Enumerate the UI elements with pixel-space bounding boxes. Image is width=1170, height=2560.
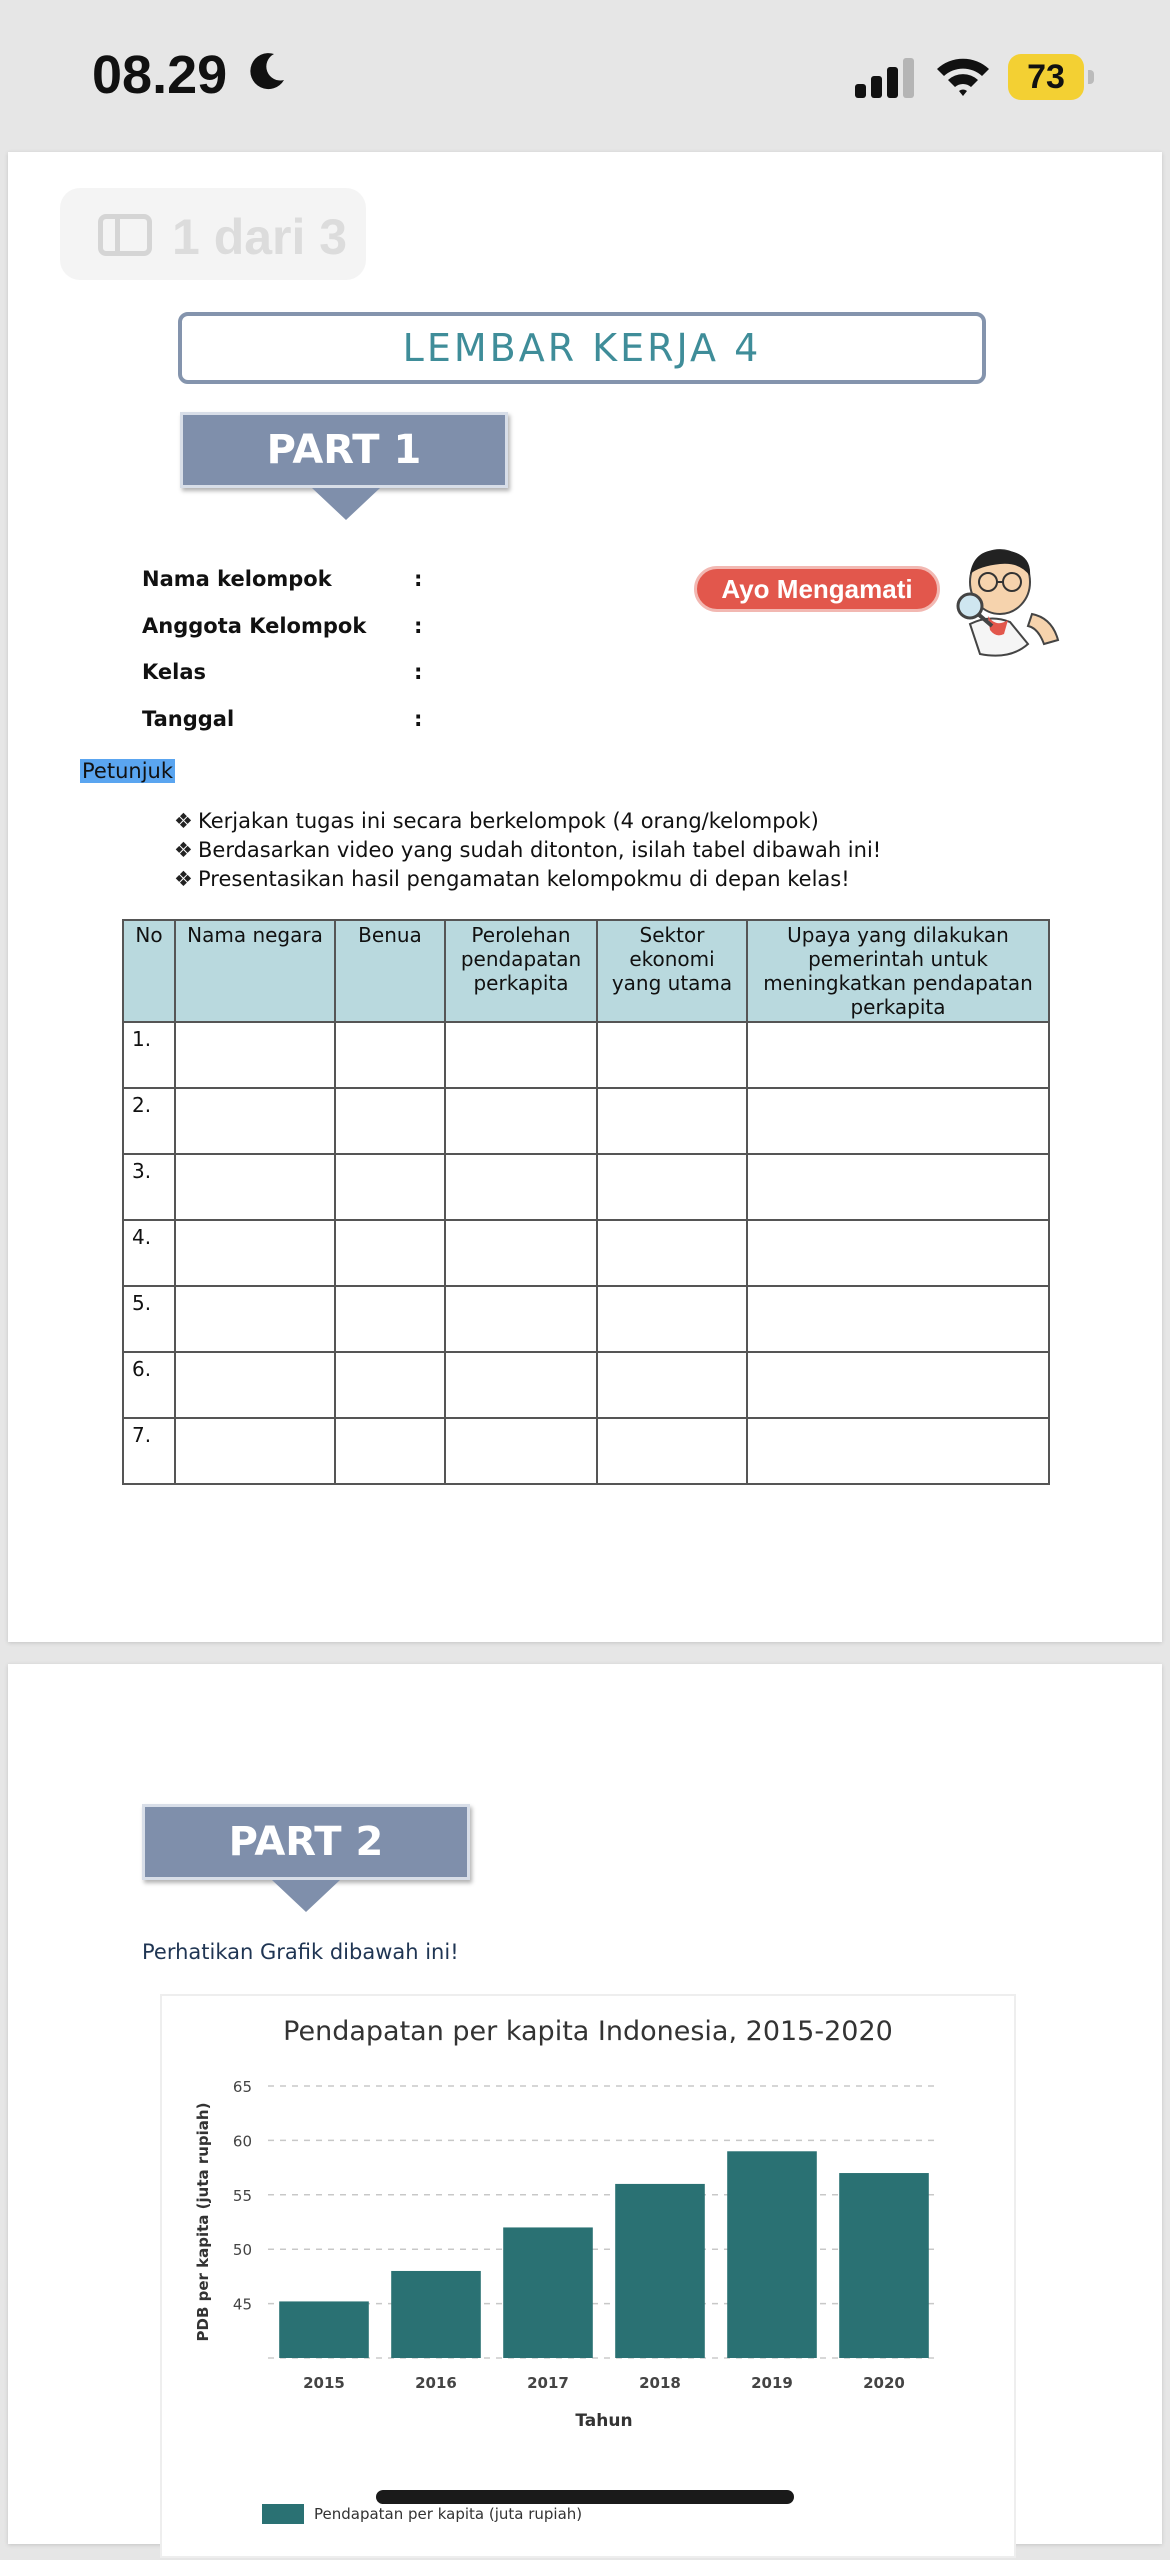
x-tick-label: 2015 (303, 2374, 345, 2392)
x-tick-label: 2016 (415, 2374, 457, 2392)
table-header-nama-negara: Nama negara (175, 920, 335, 1022)
table-cell-no: 3. (123, 1154, 175, 1220)
table-cell-empty (335, 1418, 445, 1484)
table-row (123, 1418, 1049, 1484)
table-cell-empty (445, 1154, 597, 1220)
table-header-pendapatan: Perolehan pendapatan perkapita (445, 920, 597, 1022)
form-label-kelas: Kelas (142, 660, 207, 684)
x-tick-label: 2019 (751, 2374, 793, 2392)
table-cell-empty (335, 1088, 445, 1154)
y-tick-label: 45 (232, 2295, 252, 2314)
bar (503, 2227, 593, 2358)
table-cell-empty (175, 1154, 335, 1220)
table-cell-empty (445, 1022, 597, 1088)
table-cell-empty (335, 1220, 445, 1286)
table-cell-empty (175, 1352, 335, 1418)
bullet-diamond-icon: ❖ (174, 809, 193, 833)
table-cell-empty (445, 1286, 597, 1352)
table-row (123, 1286, 1049, 1352)
y-tick-label: 55 (232, 2186, 252, 2205)
part1-arrow (312, 488, 380, 520)
bar-chart (162, 1996, 1014, 2556)
status-time: 08.29 (92, 45, 228, 105)
observer-character-icon (940, 544, 1070, 662)
y-tick-label: 50 (232, 2241, 252, 2260)
table-cell-empty (445, 1220, 597, 1286)
y-tick-label: 60 (232, 2132, 252, 2151)
table-cell-empty (335, 1022, 445, 1088)
instruction-item (174, 867, 850, 891)
status-bar (0, 0, 1170, 150)
page-indicator[interactable] (60, 188, 366, 280)
table-cell-empty (175, 1418, 335, 1484)
part2-arrow (272, 1880, 340, 1912)
legend-label: Pendapatan per kapita (juta rupiah) (314, 2505, 583, 2523)
document-page-1[interactable] (8, 152, 1162, 1642)
chart-title: Pendapatan per kapita Indonesia, 2015-2020 (283, 2016, 893, 2047)
bar (839, 2173, 929, 2358)
table-row (123, 1352, 1049, 1418)
table-cell-empty (747, 1220, 1049, 1286)
table-cell-no: 2. (123, 1088, 175, 1154)
bullet-diamond-icon: ❖ (174, 867, 193, 891)
form-colon: : (414, 707, 423, 731)
cellular-signal-icon (855, 58, 917, 98)
x-tick-label: 2020 (863, 2374, 905, 2392)
x-tick-label: 2018 (639, 2374, 681, 2392)
legend-swatch (262, 2504, 304, 2524)
table-cell-empty (597, 1220, 747, 1286)
battery-cap (1088, 70, 1094, 84)
bar (279, 2301, 369, 2358)
ayo-mengamati-badge (688, 544, 1088, 662)
instruction-item (174, 809, 819, 833)
chart-frame (160, 1994, 1016, 2558)
table-cell-no: 7. (123, 1418, 175, 1484)
table-header-row (123, 920, 1049, 1022)
table-cell-empty (597, 1154, 747, 1220)
table-row (123, 1154, 1049, 1220)
bar (391, 2271, 481, 2358)
table-row (123, 1220, 1049, 1286)
table-cell-empty (175, 1286, 335, 1352)
part1-banner: PART 1 (180, 412, 508, 488)
moon-icon (246, 50, 288, 92)
table-cell-empty (445, 1418, 597, 1484)
table-cell-empty (175, 1022, 335, 1088)
bar (727, 2151, 817, 2358)
instruction-text: Berdasarkan video yang sudah ditonton, isilah tabel dibawah ini! (198, 838, 882, 862)
form-label-tanggal: Tanggal (142, 707, 235, 731)
form-colon: : (414, 614, 423, 638)
instruction-text: Presentasikan hasil pengamatan kelompokmu di depan kelas! (198, 867, 850, 891)
x-tick-label: 2017 (527, 2374, 569, 2392)
table-cell-no: 6. (123, 1352, 175, 1418)
form-label-anggota-kelompok: Anggota Kelompok (142, 614, 367, 638)
part2-banner: PART 2 (142, 1804, 470, 1880)
sidebar-icon (98, 214, 152, 256)
x-axis-label: Tahun (575, 2411, 633, 2431)
table-header-no: No (123, 920, 175, 1022)
table-cell-empty (597, 1352, 747, 1418)
bar (615, 2184, 705, 2358)
table-header-sektor: Sektor ekonomi yang utama (597, 920, 747, 1022)
ayo-mengamati-label: Ayo Mengamati (694, 566, 940, 612)
table-cell-empty (597, 1286, 747, 1352)
table-cell-empty (335, 1286, 445, 1352)
petunjuk-heading-selected[interactable]: Petunjuk (82, 759, 173, 783)
instruction-item (174, 838, 881, 862)
worksheet-table (122, 919, 1050, 1485)
worksheet-title: LEMBAR KERJA 4 (178, 312, 986, 384)
table-cell-empty (175, 1088, 335, 1154)
table-cell-empty (597, 1088, 747, 1154)
table-header-benua: Benua (335, 920, 445, 1022)
table-cell-empty (335, 1154, 445, 1220)
table-header-upaya: Upaya yang dilakukan pemerintah untuk meningkatkan pendapatan perkapita (747, 920, 1049, 1022)
table-cell-empty (747, 1088, 1049, 1154)
table-cell-empty (747, 1418, 1049, 1484)
table-cell-empty (747, 1286, 1049, 1352)
table-cell-empty (175, 1220, 335, 1286)
form-colon: : (414, 567, 423, 591)
table-row (123, 1022, 1049, 1088)
table-cell-empty (747, 1352, 1049, 1418)
battery-indicator (1008, 54, 1094, 100)
form-colon: : (414, 660, 423, 684)
table-cell-empty (597, 1418, 747, 1484)
table-cell-no: 5. (123, 1286, 175, 1352)
y-tick-label: 65 (232, 2078, 252, 2096)
table-cell-empty (747, 1154, 1049, 1220)
chart-instruction: Perhatikan Grafik dibawah ini! (142, 1940, 459, 1964)
table-cell-empty (445, 1352, 597, 1418)
wifi-icon (935, 54, 991, 98)
page-indicator-label: 1 dari 3 (172, 209, 348, 265)
table-row (123, 1088, 1049, 1154)
table-cell-no: 4. (123, 1220, 175, 1286)
y-axis-label: PDB per kapita (juta rupiah) (194, 2102, 212, 2342)
document-page-2[interactable] (8, 1664, 1162, 2544)
home-indicator[interactable] (376, 2490, 794, 2504)
table-cell-no: 1. (123, 1022, 175, 1088)
table-cell-empty (445, 1088, 597, 1154)
bullet-diamond-icon: ❖ (174, 838, 193, 862)
table-cell-empty (597, 1022, 747, 1088)
table-cell-empty (747, 1022, 1049, 1088)
battery-level: 73 (1027, 58, 1065, 96)
table-cell-empty (335, 1352, 445, 1418)
form-label-nama-kelompok: Nama kelompok (142, 567, 332, 591)
instruction-text: Kerjakan tugas ini secara berkelompok (4 orang/kelompok) (198, 809, 819, 833)
